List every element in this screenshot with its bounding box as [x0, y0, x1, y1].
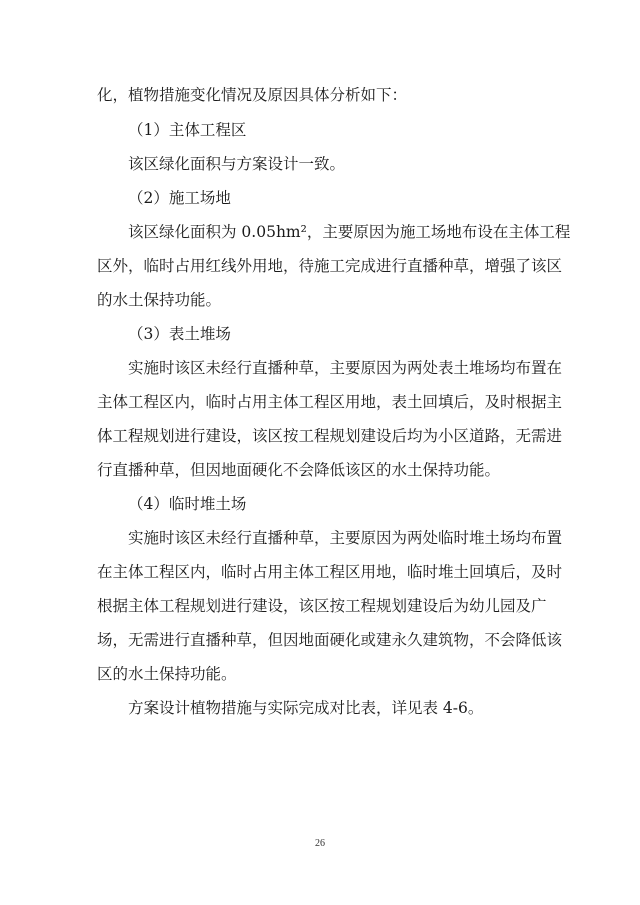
section-heading-temporary-soil-yard: （4）临时堆土场 [128, 495, 247, 513]
paragraph-line: 主体工程区内，临时占用主体工程区用地，表土回填后，及时根据主 [97, 393, 563, 411]
paragraph-line: 该区绿化面积为 0.05hm²，主要原因为施工场地布设在主体工程 [128, 223, 571, 241]
paragraph-line: 方案设计植物措施与实际完成对比表，详见表 4-6。 [128, 699, 484, 717]
paragraph-line: 实施时该区未经行直播种草，主要原因为两处临时堆土场均布置 [128, 529, 563, 547]
paragraph-line: 该区绿化面积与方案设计一致。 [128, 155, 346, 173]
paragraph-line: 实施时该区未经行直播种草，主要原因为两处表土堆场均布置在 [128, 359, 563, 377]
paragraph-line: 体工程规划进行建设，该区按工程规划建设后均为小区道路，无需进 [97, 427, 563, 445]
paragraph-line: 在主体工程区内，临时占用主体工程区用地，临时堆土回填后，及时 [97, 563, 563, 581]
paragraph-line: 区外，临时占用红线外用地，待施工完成进行直播种草，增强了该区 [97, 257, 563, 275]
paragraph-line: 场，无需进行直播种草，但因地面硬化或建永久建筑物，不会降低该 [97, 631, 563, 649]
paragraph-line: 化，植物措施变化情况及原因具体分析如下： [97, 86, 408, 104]
section-heading-topsoil-yard: （3）表土堆场 [128, 325, 231, 343]
page-number: 26 [315, 838, 325, 849]
section-heading-construction-site: （2）施工场地 [128, 189, 231, 207]
section-heading-main-project: （1）主体工程区 [128, 121, 247, 139]
paragraph-line: 根据主体工程规划进行建设，该区按工程规划建设后为幼儿园及广 [97, 597, 547, 615]
paragraph-line: 行直播种草，但因地面硬化不会降低该区的水土保持功能。 [97, 461, 501, 479]
paragraph-line: 区的水土保持功能。 [97, 665, 237, 683]
paragraph-line: 的水土保持功能。 [97, 291, 222, 309]
